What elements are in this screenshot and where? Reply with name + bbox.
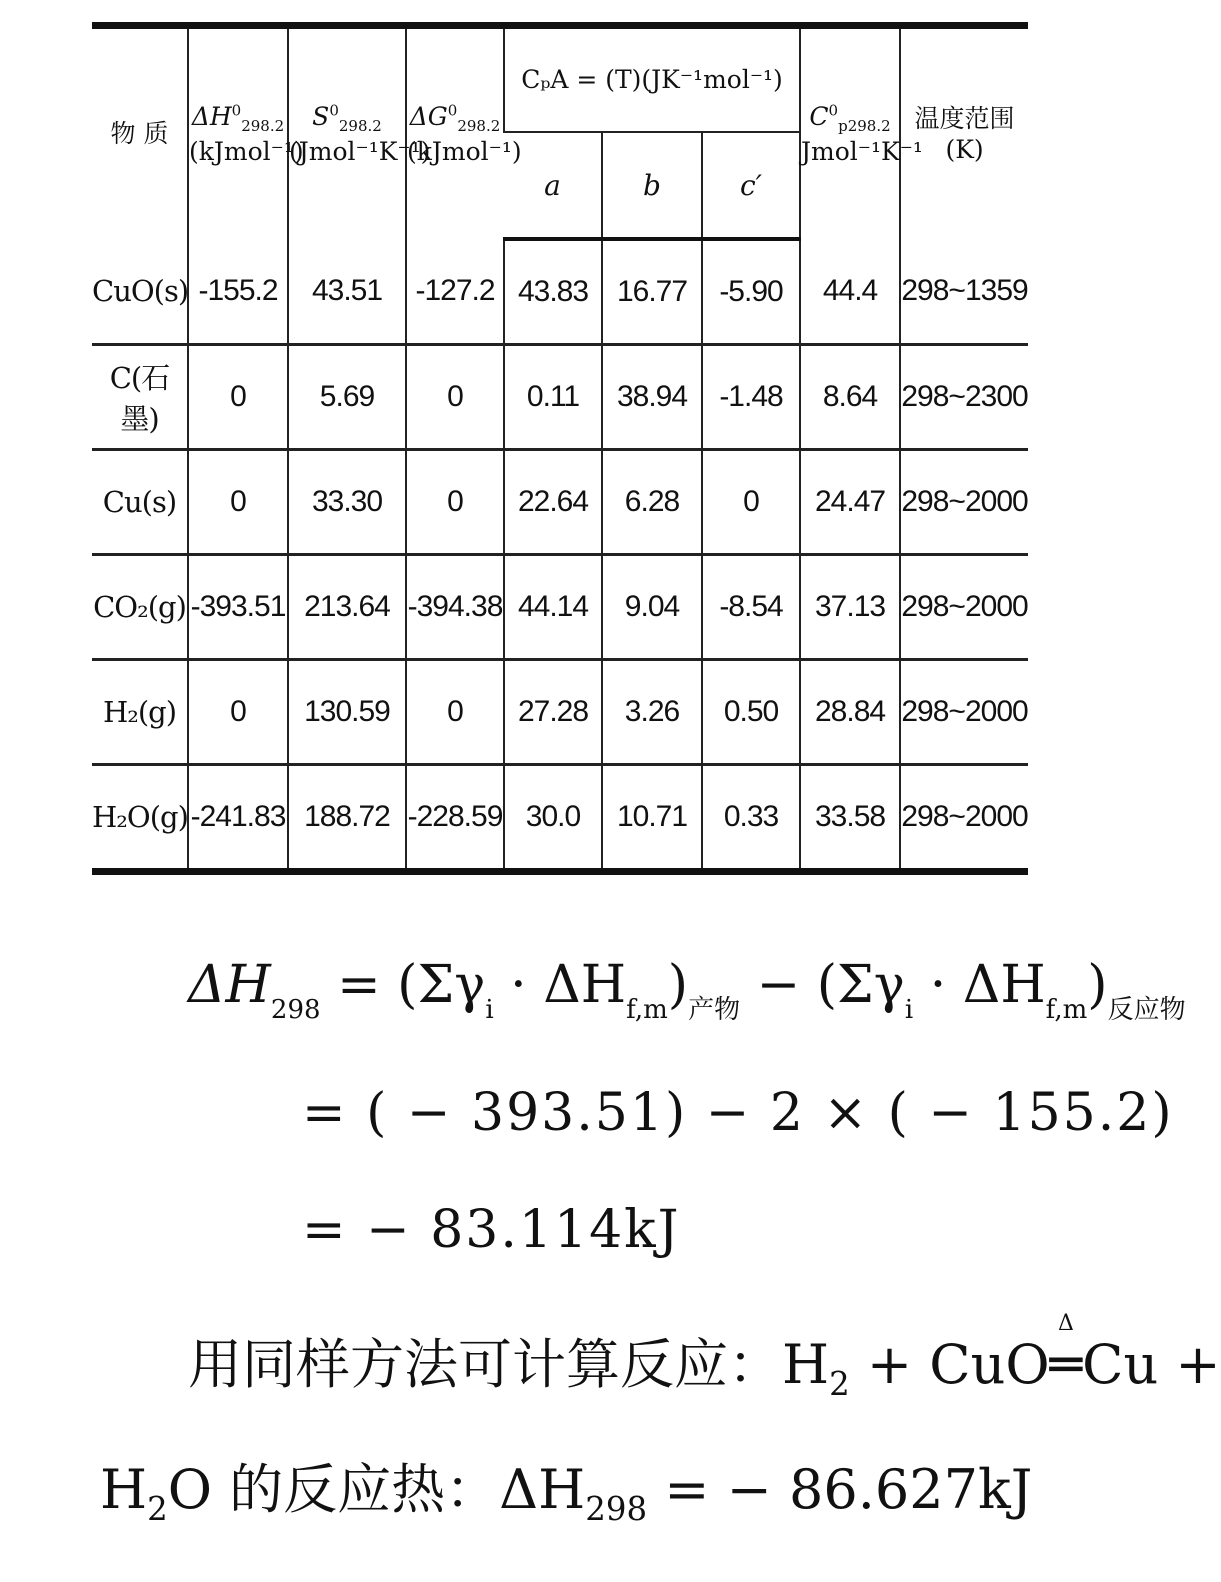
cell-c: -5.90 bbox=[702, 239, 800, 345]
cell-entropy: 213.64 bbox=[288, 555, 406, 660]
header-substance: 物 质 bbox=[110, 119, 169, 149]
header-enthalpy: $\Delta H^0_{298.2}$ (kJmol⁻¹) bbox=[188, 26, 288, 240]
cell-temperature-range: 298~2000 bbox=[900, 555, 1028, 660]
cell-heat-capacity: 28.84 bbox=[800, 660, 900, 765]
cell-enthalpy: -241.83 bbox=[188, 765, 288, 872]
cell-enthalpy: -393.51 bbox=[188, 555, 288, 660]
reaction-paragraph-line-2: $H_2O$ 的反应热：$\Delta H_{298}$ = − 86.627kJ bbox=[100, 1458, 1033, 1528]
cell-entropy: 188.72 bbox=[288, 765, 406, 872]
cell-b: 9.04 bbox=[602, 555, 702, 660]
reaction-paragraph-line-1: 用同样方法可计算反应：$H_2$ + CuO Δ ═Cu + bbox=[188, 1311, 1221, 1403]
cell-heat-capacity: 8.64 bbox=[800, 345, 900, 450]
cell-substance: CO₂(g) bbox=[92, 555, 188, 660]
cell-temperature-range: 298~2000 bbox=[900, 450, 1028, 555]
cell-b: 3.26 bbox=[602, 660, 702, 765]
cell-a: 22.64 bbox=[504, 450, 602, 555]
cell-substance: H₂O(g) bbox=[92, 765, 188, 872]
table-row bbox=[92, 239, 1028, 345]
header-a: a bbox=[504, 132, 602, 239]
cell-temperature-range: 298~1359 bbox=[900, 239, 1028, 345]
cell-c: 0 bbox=[702, 450, 800, 555]
table-row bbox=[92, 450, 1028, 555]
header-gibbs: $\Delta G^0_{298.2}$ (kJmol⁻¹) bbox=[406, 26, 504, 240]
cell-entropy: 5.69 bbox=[288, 345, 406, 450]
enthalpy-equation-result: = − 83.114kJ bbox=[302, 1200, 681, 1260]
header-temperature-range: 温度范围 (K) bbox=[900, 26, 1028, 240]
cell-heat-capacity: 44.4 bbox=[800, 239, 900, 345]
cell-a: 27.28 bbox=[504, 660, 602, 765]
cell-b: 16.77 bbox=[602, 239, 702, 345]
cell-substance: CuO(s) bbox=[92, 274, 189, 308]
table-row bbox=[92, 660, 1028, 765]
cell-b: 38.94 bbox=[602, 345, 702, 450]
cell-gibbs: 0 bbox=[406, 450, 504, 555]
header-heat-capacity: $C^0_{p298.2}$ Jmol⁻¹K⁻¹ bbox=[800, 26, 900, 240]
cell-c: -1.48 bbox=[702, 345, 800, 450]
cell-a: 30.0 bbox=[504, 765, 602, 872]
cell-c: 0.33 bbox=[702, 765, 800, 872]
cell-a: 43.83 bbox=[504, 239, 602, 345]
cell-enthalpy: 0 bbox=[188, 660, 288, 765]
table-row bbox=[92, 555, 1028, 660]
header-entropy: $S^0_{298.2}$ (Jmol⁻¹K⁻¹) bbox=[288, 26, 406, 240]
heating-arrow: Δ ═ bbox=[1049, 1311, 1083, 1396]
cell-enthalpy: 0 bbox=[188, 345, 288, 450]
cell-b: 6.28 bbox=[602, 450, 702, 555]
table-row bbox=[92, 345, 1028, 450]
cell-substance: Cu(s) bbox=[92, 450, 188, 555]
cell-temperature-range: 298~2000 bbox=[900, 660, 1028, 765]
cell-heat-capacity: 37.13 bbox=[800, 555, 900, 660]
cell-c: 0.50 bbox=[702, 660, 800, 765]
cell-gibbs: -127.2 bbox=[406, 239, 504, 345]
cell-substance: H₂(g) bbox=[92, 660, 188, 765]
header-cp-coefficients: CₚA = (T)(JK⁻¹mol⁻¹) bbox=[504, 26, 800, 133]
cell-temperature-range: 298~2000 bbox=[900, 765, 1028, 872]
cell-temperature-range: 298~2300 bbox=[900, 345, 1028, 450]
cell-a: 0.11 bbox=[504, 345, 602, 450]
cell-heat-capacity: 33.58 bbox=[800, 765, 900, 872]
cell-enthalpy: 0 bbox=[188, 450, 288, 555]
cell-gibbs: 0 bbox=[406, 345, 504, 450]
cell-entropy: 130.59 bbox=[288, 660, 406, 765]
cell-entropy: 43.51 bbox=[288, 239, 406, 345]
thermodynamic-data-table bbox=[92, 22, 1028, 875]
table-row bbox=[92, 765, 1028, 872]
cell-entropy: 33.30 bbox=[288, 450, 406, 555]
cell-b: 10.71 bbox=[602, 765, 702, 872]
cell-gibbs: -394.38 bbox=[406, 555, 504, 660]
header-b: b bbox=[602, 132, 702, 239]
cell-gibbs: -228.59 bbox=[406, 765, 504, 872]
header-c: c′ bbox=[702, 132, 800, 239]
cell-substance: C(石墨) bbox=[92, 345, 188, 450]
cell-c: -8.54 bbox=[702, 555, 800, 660]
cell-a: 44.14 bbox=[504, 555, 602, 660]
enthalpy-equation-line-2: = ( − 393.51) − 2 × ( − 155.2) bbox=[302, 1083, 1174, 1143]
cell-gibbs: 0 bbox=[406, 660, 504, 765]
enthalpy-equation-line-1: $\Delta H_{298} = (\Sigma\gamma_i \cdot \Delta H_{f,m})_{产物} - (\Sigma\gamma_i \cdot \Delta H_{f,m})_{反应物}$ bbox=[188, 955, 1186, 1025]
cell-heat-capacity: 24.47 bbox=[800, 450, 900, 555]
cell-enthalpy: -155.2 bbox=[188, 239, 288, 345]
